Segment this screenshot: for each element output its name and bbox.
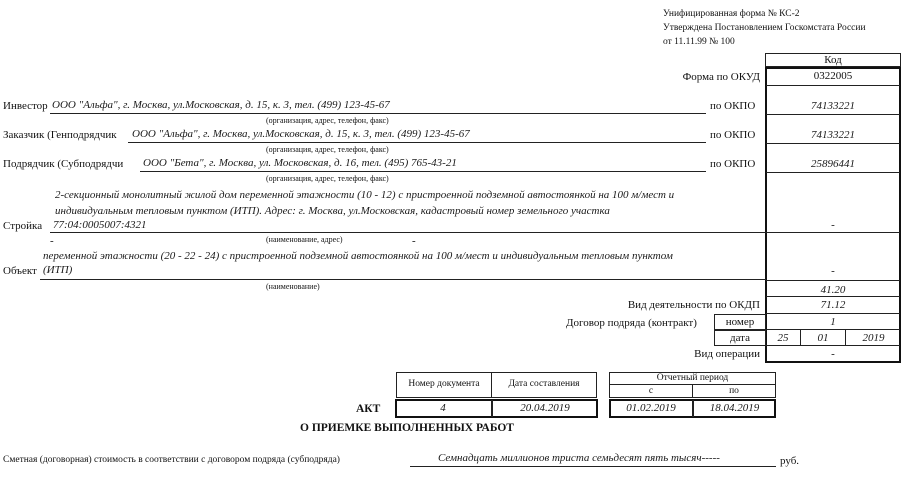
- object-marker-right: -: [412, 235, 416, 247]
- okdp-code-1: 41.20: [820, 284, 846, 296]
- contract-label: Договор подряда (контракт): [566, 317, 697, 329]
- object-hint: (наименование): [266, 282, 320, 291]
- period-header: Отчетный период: [656, 373, 729, 383]
- okud-code: 0322005: [813, 70, 853, 82]
- doc-date: 20.04.2019: [520, 402, 570, 414]
- doc-number-header: Номер документа: [408, 379, 480, 389]
- okud-label: Форма по ОКУД: [682, 71, 760, 83]
- object-marker-left: -: [50, 235, 54, 247]
- operation-code: -: [831, 348, 835, 360]
- contract-date-label: дата: [729, 332, 751, 344]
- object-line-1: переменной этажности (20 - 22 - 24) с пристроенной подземной автостоянкой на 100 м/мест и индивидуальным тепловым пунктом: [43, 250, 673, 262]
- object-code: -: [831, 265, 835, 277]
- contract-month: 01: [817, 332, 829, 344]
- customer-okpo-label: по ОКПО: [710, 129, 756, 141]
- investor-hint: (организация, адрес, телефон, факс): [266, 116, 389, 125]
- object-label: Объект: [3, 265, 37, 277]
- cost-currency: руб.: [780, 455, 800, 467]
- customer-hint: (организация, адрес, телефон, факс): [266, 145, 389, 154]
- investor-label: Инвестор: [3, 100, 48, 112]
- form-approval-date: от 11.11.99 № 100: [663, 37, 735, 47]
- site-line-3: 77:04:0005007:4321: [53, 219, 147, 231]
- contractor-label: Подрядчик (Субподрядчи: [3, 158, 124, 170]
- contract-number-label: номер: [725, 316, 755, 328]
- act-label: АКТ: [356, 403, 381, 415]
- contract-year: 2019: [862, 332, 885, 344]
- investor-okpo: 74133221: [811, 100, 855, 112]
- customer-okpo: 74133221: [811, 129, 855, 141]
- form-approval: Утверждена Постановлением Госкомстата России: [663, 23, 866, 33]
- contractor-hint: (организация, адрес, телефон, факс): [266, 174, 389, 183]
- doc-number: 4: [440, 402, 446, 414]
- investor-value: ООО "Альфа", г. Москва, ул.Московская, д. 15, к. 3, тел. (499) 123-45-67: [52, 99, 390, 111]
- site-line-2: индивидуальным тепловым пунктом (ИТП). Адрес: г. Москва, ул.Московская, кадастровый номер земельного участка: [55, 205, 610, 217]
- site-hint: (наименование, адрес): [266, 235, 343, 244]
- period-to-header: по: [729, 386, 739, 396]
- contractor-value: ООО "Бета", г. Москва, ул. Московская, д. 16, тел. (495) 765-43-21: [143, 157, 457, 169]
- okdp-code-2: 71.12: [820, 299, 846, 311]
- form-name: Унифицированная форма № КС-2: [663, 9, 800, 19]
- site-label: Стройка: [3, 220, 43, 232]
- document-title: О ПРИЕМКЕ ВЫПОЛНЕННЫХ РАБОТ: [300, 422, 514, 434]
- investor-okpo-label: по ОКПО: [710, 100, 756, 112]
- site-code: -: [831, 219, 835, 231]
- period-to: 18.04.2019: [709, 402, 760, 414]
- period-from-header: с: [648, 386, 654, 396]
- okdp-label: Вид деятельности по ОКДП: [627, 299, 760, 311]
- site-line-1: 2-секционный монолитный жилой дом переменной этажности (10 - 12) с пристроенной подземной автостоянкой на 100 м/мест и: [55, 189, 675, 201]
- operation-label: Вид операции: [694, 348, 760, 360]
- period-from: 01.02.2019: [626, 402, 676, 414]
- contract-number: 1: [830, 316, 836, 328]
- customer-label: Заказчик (Генподрядчик: [3, 129, 117, 141]
- doc-date-header: Дата составления: [508, 379, 580, 389]
- object-line-2: (ИТП): [43, 264, 73, 276]
- cost-label: Сметная (договорная) стоимость в соответствии с договором подряда (субподряда): [3, 455, 340, 465]
- code-header: Код: [824, 54, 842, 66]
- customer-value: ООО "Альфа", г. Москва, ул.Московская, д. 15, к. 3, тел. (499) 123-45-67: [132, 128, 470, 140]
- cost-value: Семнадцать миллионов триста семьдесят пять тысяч-----: [438, 452, 720, 464]
- contract-day: 25: [777, 332, 789, 344]
- contractor-okpo-label: по ОКПО: [710, 158, 756, 170]
- contractor-okpo: 25896441: [811, 158, 855, 170]
